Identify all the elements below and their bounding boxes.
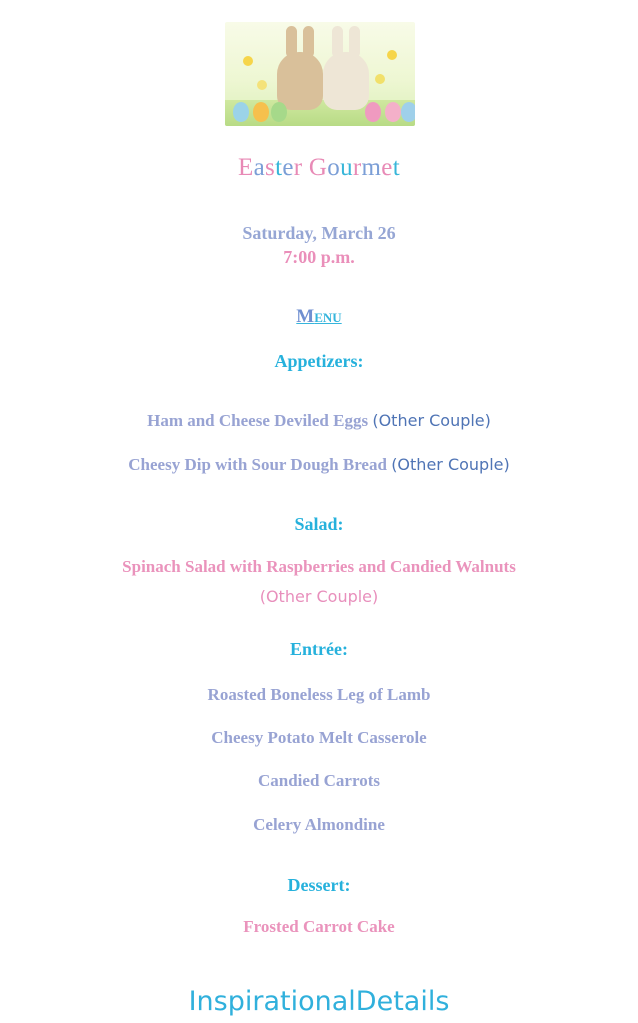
- title-letter: a: [253, 154, 266, 181]
- appetizer-item-text: Ham and Cheese Deviled Eggs: [147, 411, 369, 430]
- title-letter: G: [308, 154, 328, 181]
- appetizers-heading: Appetizers:: [274, 351, 364, 371]
- menu-heading-rest: enu: [314, 306, 342, 327]
- entree-heading: Entrée:: [290, 639, 348, 659]
- title-letter: e: [282, 154, 294, 181]
- salad-heading: Salad:: [294, 514, 344, 534]
- appetizer-item: [0, 411, 638, 431]
- title-letter: r: [352, 154, 362, 181]
- title-letter: r: [293, 154, 303, 181]
- appetizer-item-note: (Other Couple): [391, 455, 510, 474]
- dessert-item: Frosted Carrot Cake: [243, 917, 395, 936]
- watermark-text: InspirationalDetails: [188, 986, 450, 1017]
- page-title: [0, 154, 638, 182]
- entree-item: Celery Almondine: [253, 815, 385, 834]
- title-letter: o: [327, 154, 341, 181]
- title-letter: t: [392, 154, 400, 181]
- entree-item: Roasted Boneless Leg of Lamb: [207, 685, 431, 704]
- appetizer-item: [0, 455, 638, 475]
- menu-heading-first: M: [296, 306, 315, 327]
- entree-item: Candied Carrots: [258, 771, 380, 790]
- title-letter: E: [238, 154, 254, 181]
- appetizer-item-text: Cheesy Dip with Sour Dough Bread: [128, 455, 387, 474]
- easter-bunnies-illustration: [225, 22, 415, 126]
- dessert-heading: Dessert:: [287, 875, 351, 895]
- salad-item: Spinach Salad with Raspberries and Candied Walnuts: [122, 557, 516, 576]
- appetizer-item-note: (Other Couple): [372, 411, 491, 430]
- event-date: Saturday, March 26: [242, 223, 396, 243]
- entree-item: Cheesy Potato Melt Casserole: [211, 728, 427, 747]
- title-letter: s: [265, 154, 276, 181]
- title-letter: u: [340, 154, 353, 181]
- title-letter: e: [381, 154, 393, 181]
- title-letter: t: [275, 154, 283, 181]
- menu-heading: [0, 306, 638, 328]
- event-time: 7:00 p.m.: [283, 247, 355, 267]
- title-letter: m: [361, 154, 382, 181]
- salad-item-note: (Other Couple): [259, 587, 379, 606]
